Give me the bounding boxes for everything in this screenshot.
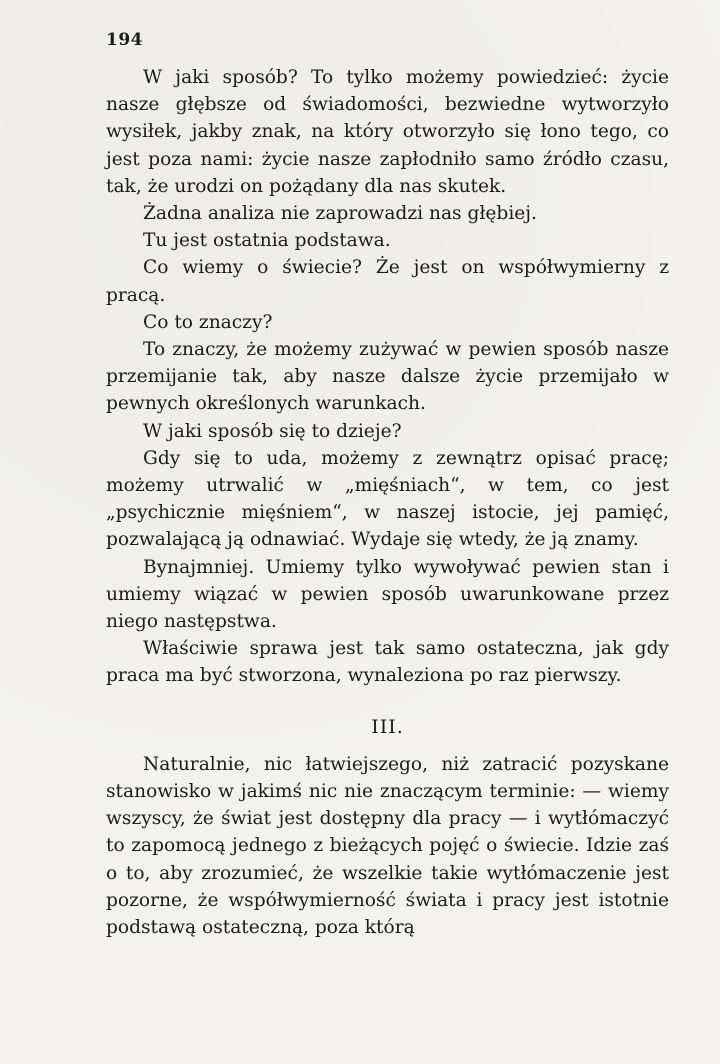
paragraph: W jaki sposób? To tylko możemy powiedzieć: życie nasze głębsze od świadomości, bezwiedne wytworzyło wysiłek, jakby znak, na który otworzyło się łono tego, co jest poza nami: życie nasze zapłodniło samo źródło czasu, tak, że urodzi on pożądany dla nas skutek. xyxy=(106,67,669,197)
paragraph: Gdy się to uda, możemy z zewnątrz opisać pracę; możemy utrwalić w „mięśniach“, w tem, co jest „psychicznie mięśniem“, w naszej istocie, jej pamięć, pozwalającą ją odnawiać. Wydaje się wtedy, że ją znamy. xyxy=(106,447,669,551)
section-heading: III. xyxy=(371,715,404,738)
body-text xyxy=(106,64,669,941)
paragraph: Właściwie sprawa jest tak samo ostateczna, jak gdy praca ma być stworzona, wynaleziona po raz pierwszy. xyxy=(106,638,669,687)
paragraph: Co wiemy o świecie? Że jest on współwymierny z pracą. xyxy=(106,257,669,306)
paragraph: Bynajmniej. Umiemy tylko wywoływać pewien stan i umiemy wiązać w pewien sposób uwarunkowane przez niego następstwa. xyxy=(106,556,669,633)
paragraph: W jaki sposób się to dzieje? xyxy=(143,420,402,442)
paragraph: To znaczy, że możemy zużywać w pewien sposób nasze przemijanie tak, aby nasze dalsze życie przemijało w pewnych określonych warunkach. xyxy=(106,339,669,415)
page-number: 194 xyxy=(106,30,143,50)
paragraph: Tu jest ostatnia podstawa. xyxy=(143,230,391,252)
paragraph: Naturalnie, nic łatwiejszego, niż zatracić pozyskane stanowisko w jakimś nic nie znaczącym terminie: — wiemy wszyscy, że świat jest dostępny dla pracy — i wytłómaczyć to zapomocą jednego z bieżących pojęć o świecie. Idzie zaś o to, aby zrozumieć, że wszelkie takie wytłómaczenie jest pozorne, że współwymierność świata i pracy jest istotnie podstawą ostateczną, poza którą xyxy=(106,753,669,939)
paragraph: Co to znaczy? xyxy=(143,311,273,333)
paragraph: Żadna analiza nie zaprowadzi nas głębiej. xyxy=(143,203,537,225)
